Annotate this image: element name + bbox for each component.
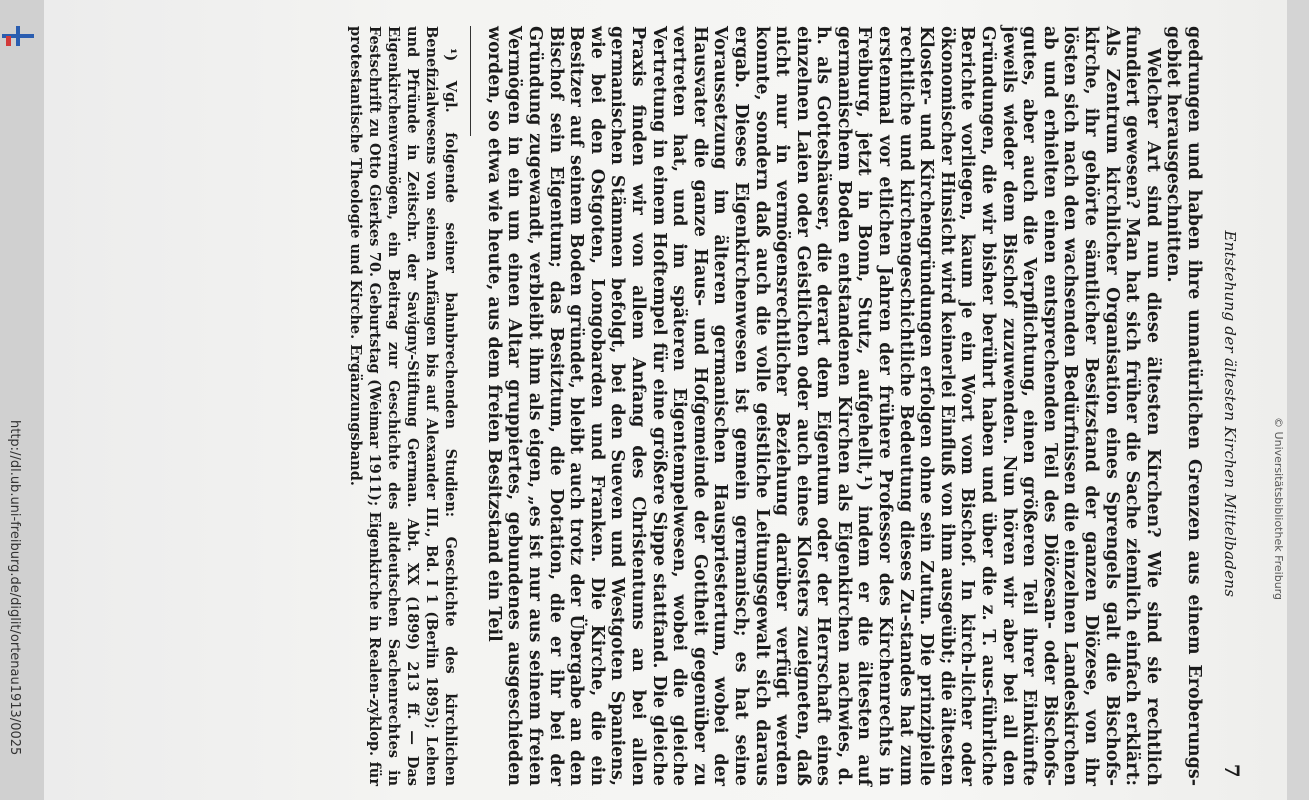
paragraph: gedrungen und haben ihre unnatürlichen Grenzen aus einem Eroberungs-gebiet herausgeschnitten.	[1163, 26, 1204, 786]
paragraph: Welcher Art sind nun diese ältesten Kirchen? Wie sind sie rechtlich fundiert gewesen? Man hat sich früher die Sache ziemlich einfach erklärt: Als Zentrum kirchlicher Organisation eines Sprengels galt die Bischofs-kirche, ihr gehörte sämtlicher Besitzstand der ganzen Diözese, von ihr lösten sich nach den wachsenden Bedürfnissen die einzelnen Landeskirchen ab und erhielten einen entsprechenden Teil des Diözesan- oder Bischofs-gutes, aber auch die Verpflichtung, einen größeren Teil ihrer Einkünfte jeweils wieder dem Bischof zuzuwenden. Nun hören wir aber bei all den Gründungen, die wir bisher berührt haben und über die z. T. aus-führliche Berichte vorliegen, kaum je ein Wort vom Bischof. In kirch-licher oder ökonomischer Hinsicht wird keinerlei Einfluß von ihm ausgeübt; die ältesten Kloster- und Kirchengründungen erfolgen ohne sein Zutun. Die prinzipielle rechtliche und kirchengeschichtliche Bedeutung dieses Zu-standes hat zum erstenmal vor etlichen Jahren der frühere Professor des Kirchenrechts in Freiburg, jetzt in Bonn, Stutz, aufgehellt,¹) indem er die ältesten auf germanischem Boden entstandenen Kirchen als Eigenkirchen nachwies, d. h. als Gotteshäuser, die derart dem Eigentum oder der Herrschaft eines einzelnen Laien oder Geistlichen oder auch eines Klosters zueigneten, daß nicht nur in vermögensrechtlicher Beziehung darüber verfügt werden konnte, sondern daß auch die volle geistliche Leitungsgewalt sich daraus ergab. Dieses Eigenkirchenwesen ist gemein germanisch; es hat seine Voraussetzung im älteren germanischen Hauspriestertum, wobei der Hausvater die ganze Haus- und Hofgemeinde der Gottheit gegenüber zu vertreten hat, und im späteren Eigentempelwesen, wobei die gleiche Vertretung in einem Hoftempel für eine größere Sippe stattfand. Die gleiche Praxis finden wir von allem Anfang des Christentums an bei allen germanischen Stämmen befolgt, bei den Sueven und Westgoten Spaniens, wie bei den Ostgoten, Longobarden und Franken. Die Kirche, die ein Besitzer auf seinem Boden gründet, bleibt auch trotz der Übergabe an den Bischof sein Eigentum; das Besitztum, die Dotation, die er ihr bei der Gründung zugewandt, verbleibt ihm als eigen, „es ist nur aus seinem freien Vermögen in ein um einen Altar gruppiertes, gebundenes ausgeschieden worden, so etwa wie heute, aus dem freien Besitzstand ein Teil	[483, 26, 1163, 786]
footnote-divider	[470, 26, 471, 136]
footnote: ¹) Vgl. folgende seiner bahnbrechenden Studien: Geschichte des kirchlichen Benefizialwesens von seinen Anfängen bis auf Alexander III., Bd. I 1 (Berlin 1895); Lehen und Pfründe in Zeitschr. der Savigny-Stiftung German. Abt. XX (1899) 213 ff. — Das Eigenkirchenvermögen, ein Beitrag zur Geschichte des altdeutschen Sachenrechtes in Festschrift zu Otto Gierkes 70. Geburtstag (Weimar 1911); Eigenkirche in Realen-zyklop. für protestantische Theologie und Kirche. Ergänzungsband.	[347, 26, 460, 786]
right-margin	[1287, 0, 1309, 800]
url-strip	[0, 0, 44, 800]
scanned-page	[44, 0, 1287, 800]
running-head-title: Entstehung der ältesten Kirchen Mittelbadens	[1221, 230, 1239, 598]
copyright-notice: © Universitätsbibliothek Freiburg	[1272, 417, 1285, 600]
running-head	[1220, 26, 1244, 786]
page-content	[84, 26, 1244, 786]
page-number: 7	[1220, 763, 1244, 778]
source-url[interactable]: http://dl.ub.uni-freiburg.de/diglit/ortenau1913/0025	[7, 420, 22, 756]
